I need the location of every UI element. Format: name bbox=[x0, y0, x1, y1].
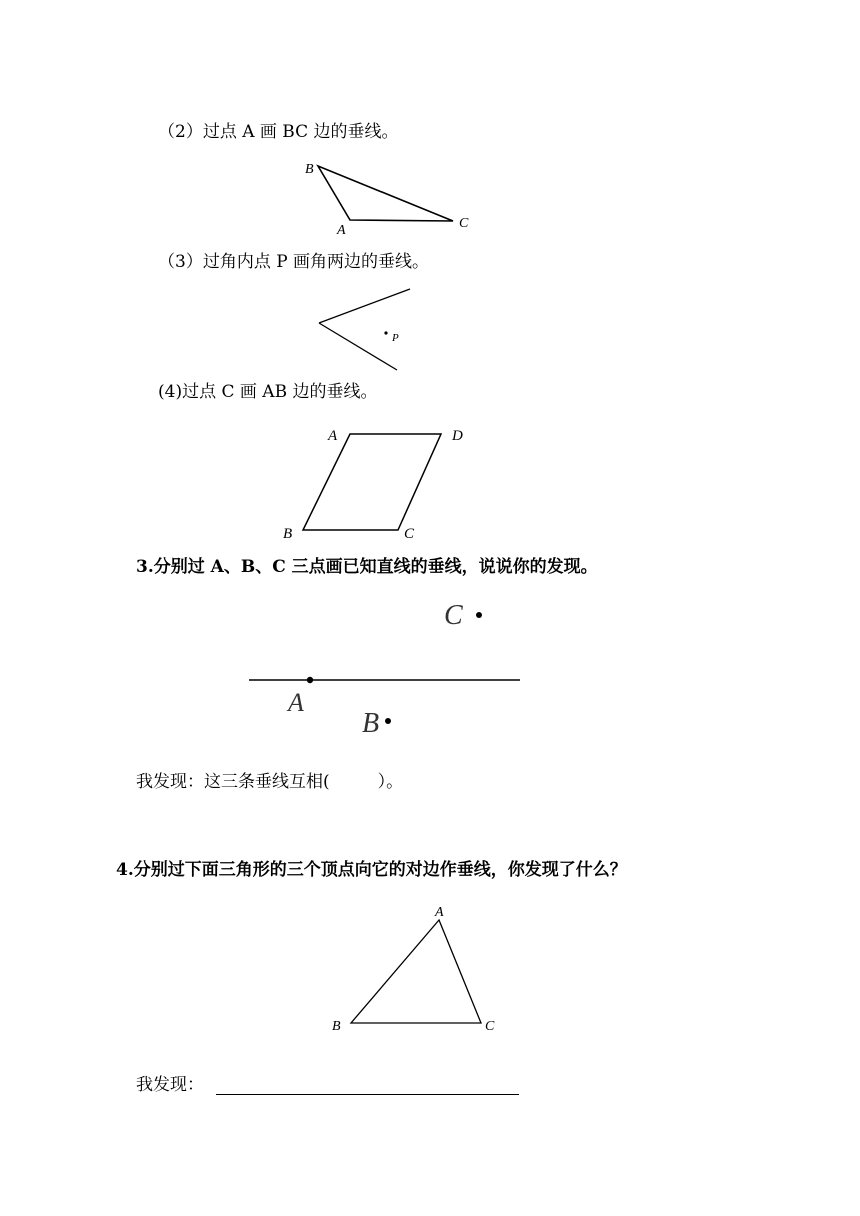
finding-prefix: 我发现：这三条垂线互相( bbox=[136, 772, 330, 792]
problem-2-prompt: （2）过点 A 画 BC 边的垂线。 bbox=[158, 122, 399, 142]
vertex-label-a: A bbox=[328, 428, 338, 444]
vertex-label-b: B bbox=[283, 526, 293, 542]
parallelogram-figure bbox=[280, 422, 480, 542]
angle-upper-ray bbox=[319, 289, 410, 323]
point-label-b: B bbox=[362, 708, 380, 739]
question-3-title: 3.分别过 A、B、C 三点画已知直线的垂线，说说你的发现。 bbox=[136, 557, 598, 577]
vertex-label-c: C bbox=[485, 1019, 495, 1034]
point-p bbox=[384, 331, 387, 334]
triangle-abc-figure bbox=[300, 158, 500, 238]
answer-line[interactable] bbox=[216, 1094, 519, 1095]
question-4-title: 4.分别过下面三角形的三个顶点向它的对边作垂线，你发现了什么？ bbox=[116, 860, 627, 880]
point-b bbox=[385, 718, 391, 724]
angle-figure bbox=[315, 284, 425, 374]
vertex-label-a: A bbox=[337, 223, 346, 238]
vertex-label-c: C bbox=[404, 526, 415, 542]
point-label-c: C bbox=[444, 600, 463, 631]
problem-4-prompt: (4)过点 C 画 AB 边的垂线。 bbox=[158, 382, 378, 402]
vertex-label-b: B bbox=[305, 162, 314, 177]
vertex-label-d: D bbox=[452, 428, 463, 444]
question-4-finding-label: 我发现： bbox=[136, 1075, 204, 1095]
vertex-label-b: B bbox=[332, 1019, 341, 1034]
angle-lower-ray bbox=[319, 323, 397, 370]
triangle-abc-shape bbox=[318, 166, 453, 221]
point-c bbox=[476, 612, 482, 618]
vertex-label-a: A bbox=[435, 905, 444, 920]
vertex-label-c: C bbox=[459, 216, 469, 231]
point-label-a: A bbox=[288, 688, 304, 717]
point-a bbox=[307, 677, 313, 683]
problem-3-prompt: （3）过角内点 P 画角两边的垂线。 bbox=[158, 252, 430, 272]
parallelogram-shape bbox=[303, 434, 441, 530]
triangle-abc-shape-2 bbox=[351, 920, 481, 1023]
triangle-abc-figure-2 bbox=[328, 900, 528, 1050]
point-label-p: P bbox=[392, 332, 399, 344]
finding-suffix: ）。 bbox=[377, 772, 404, 792]
line-points-figure bbox=[240, 595, 540, 745]
question-3-finding bbox=[136, 770, 403, 794]
